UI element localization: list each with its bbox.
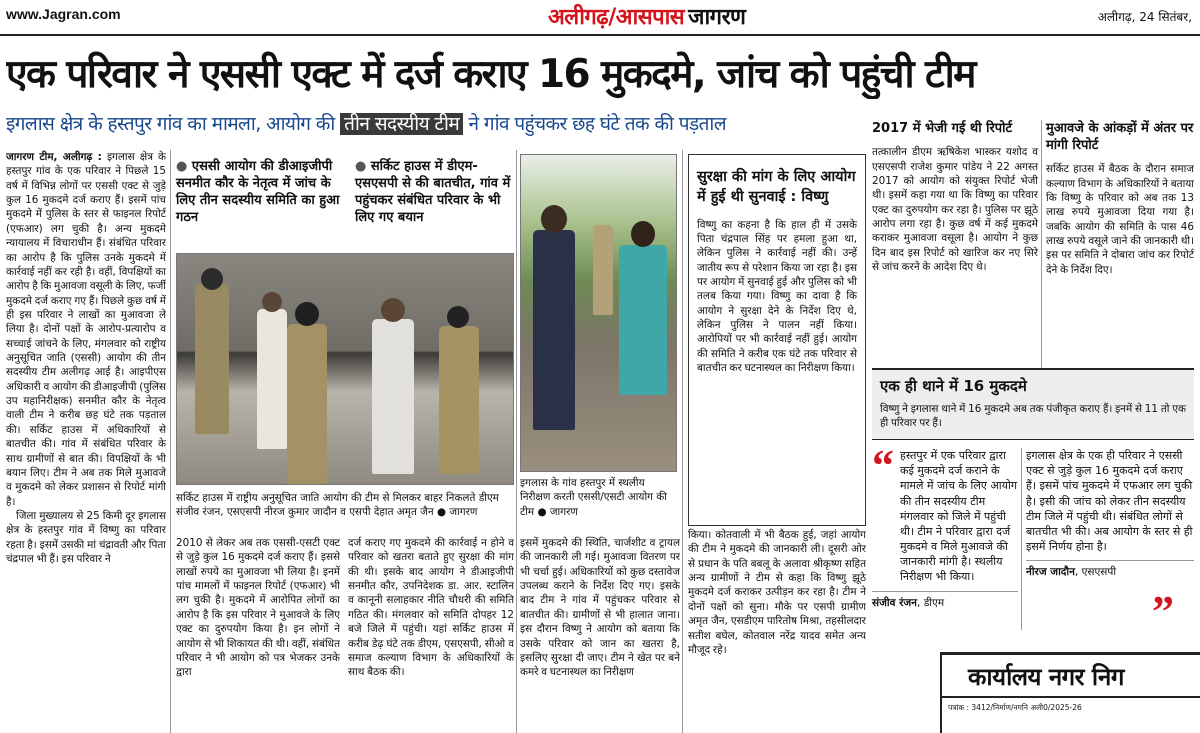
paragraph: जिला मुख्यालय से 25 किमी दूर इगलास क्षेत्र के हस्तपुर गांव में विष्णु का परिवार रहता है। इसमें उसकी मां चंद्रावती और पिता चंद्रपाल भी हैं। इस परिवार ने [6, 509, 166, 566]
pull-quote-text: एससी आयोग की डीआइजीपी सनमीत कौर के नेतृत्व में जांच के लिए तीन सदस्यीय समिति का हुआ गठन [176, 159, 340, 226]
open-quote-icon: “ [872, 441, 894, 490]
section-name: अलीगढ़/आसपास [548, 5, 685, 30]
police-officer-figure [439, 326, 479, 474]
notice-divider [940, 696, 1200, 698]
ssp-quote [1026, 448, 1194, 579]
pull-quote [176, 158, 346, 227]
police-officer-figure [287, 324, 327, 484]
close-quote-icon: ” [1152, 587, 1174, 636]
column-divider [1021, 448, 1022, 630]
head-figure [631, 221, 655, 247]
police-officer-figure [195, 284, 229, 434]
police-figure [593, 225, 613, 315]
head-figure [262, 292, 282, 312]
brand-logo: जागरण [688, 5, 746, 30]
circuit-house-photo [176, 253, 514, 485]
quote-role: , डीएम [917, 596, 945, 609]
article-column-1 [6, 150, 166, 733]
dateline: अलीगढ़, 24 सितंबर, [1097, 10, 1192, 24]
pull-quote [355, 158, 515, 227]
article-column-6: किया। कोतवाली में भी बैठक हुई, जहां आयोग की टीम ने मुकदमे की जानकारी ली। दूसरी ओर से प्रधान के पति बबलू के अलावा श्रीकृष्ण सहित अन्य ग्रामीणों ने टीम से कहा कि विष्णु झूठे मुकदमे दर्ज कराकर उत्पीड़न कर रहा है। टीम ने दोनों पक्षों को सुना। मौके पर एसपी ग्रामीण अमृत जैन, एसडीएम पारितोष मिश्रा, तहसीलदार सतीश बघेल, कोतवाल नरेंद्र यादव समेत अन्य मौजूद रहे। [688, 529, 866, 656]
subhead-before: इगलास क्षेत्र के हस्तपुर गांव का मामला, आयोग की [6, 113, 335, 135]
quote-name: संजीव रंजन [872, 596, 918, 609]
report-title: 2017 में भेजी गई थी रिपोर्ट [872, 121, 1013, 136]
quote-name: नीरज जादौन [1026, 566, 1075, 579]
report-2017-box [872, 120, 1038, 274]
dm-figure [372, 319, 414, 474]
dm-quote [872, 448, 1018, 610]
photo-caption: सर्किट हाउस में राष्ट्रीय अनुसूचित जाति आयोग की टीम से मिलकर बाहर निकलते डीएम संजीव रंजन, एसएसपी नीरज कुमार जादौन व एसपी देहात अमृत जैन ● जागरण [176, 492, 499, 519]
site-url: www.Jagran.com [6, 6, 121, 22]
thana-title: एक ही थाने में 16 मुकदमे [880, 377, 1027, 395]
thana-body: विष्णु ने इगलास थाने में 16 मुकदमे अब तक पंजीकृत कराए हैं। इनमें से 11 तो एक ही परिवार पर हैं। [880, 403, 1186, 430]
subheadline [6, 110, 866, 136]
quote-text: हस्तपुर में एक परिवार द्वारा कई मुकदमे दर्ज कराने के मामले में जांच के लिए आयोग की तीन सदस्यीय टीम मंगलवार को जिले में पहुंची थी। टीम ने परिवार द्वारा दर्ज मुकदमे व मिले मुआवजे की जानकारी मांगी है। स्थलीय निरीक्षण भी किया। [900, 449, 1018, 584]
article-column-4: दर्ज कराए गए मुकदमे की कार्रवाई न होने व परिवार को खतरा बताते हुए सुरक्षा की मांग की थी। इसके बाद आयोग ने डीआइजीपी सनमीत कौर, उपनिदेशक डा. आर. स्टालिन व कानूनी सलाहकार नीति चौधरी की समिति गठित की। मंगलवार को समिति दोपहर 12 बजे जिले में पहुंची। यहां सर्किट हाउस में करीब डेढ़ घंटे तक डीएम, एसएसपी, सीओ व समाज कल्याण विभाग के अधिकारियों के साथ बैठक की। [348, 537, 514, 679]
report-body: तत्कालीन डीएम ऋषिकेश भास्कर यशोद व एसएसपी राजेश कुमार पांडेय ने 22 अगस्त 2017 को आयोग को संयुक्त रिपोर्ट भेजी थी। इसमें कहा गया था कि विष्णु का परिवार एक्ट का दुरुपयोग कर रहा है। पुलिस पर झूठे आरोप लगा रहा है। कुछ वर्ष में कई मुकदमे कराकर मुआवजा वसूला है। आयोग ने कुछ दिन बाद इस रिपोर्ट को खारिज कर नए सिरे से जांच करने के आदेश दिए थे। [872, 146, 1038, 274]
article-column-5: इसमें मुकदमे की स्थिति, चार्जशीट व ट्रायल की जानकारी ली गई। मुआवजा वितरण पर भी चर्चा हुई। अधिकारियों को कुछ दस्तावेज उपलब्ध कराने के निर्देश दिए गए। इसके बाद टीम ने गांव में पहुंचकर परिवार से बातचीत की। ग्रामीणों से भी हालात जाना। इस दौरान विष्णु ने आयोग को बताया कि उसके परिवार को जान का खतरा है, इसलिए सुरक्षा दी जाए। टीम ने खेत पर बने कमरे व घटनास्थल का निरीक्षण [520, 537, 680, 679]
byline: जागरण टीम, अलीगढ़ : [6, 151, 102, 163]
head-figure [201, 268, 223, 290]
column-divider [1041, 120, 1042, 368]
compensation-report-box [1046, 120, 1194, 277]
quote-signature [872, 591, 1018, 610]
article-column-3: 2010 से लेकर अब तक एससी-एसटी एक्ट से जुड़े कुल 16 मुकदमे दर्ज कराए हैं। इससे लाखों रुपये का मुआवजा भी लिया है। इनमें पांच मामलों में फाइनल रिपोर्ट (एफआर) भी लग चुकी है। मुकदमे में आरोपित लोगों का आरोप है कि इस परिवार ने मुआवजे के लिए एक्ट का दुरुपयोग किया है। इन लोगों ने आयोग से भी शिकायत की थी। वहीं, संबंधित परिवार ने भी आयोग को पत्र भेजकर उनके द्वारा [176, 537, 340, 679]
column-divider [682, 150, 683, 733]
official-figure [257, 309, 287, 449]
notice-title: कार्यालय नगर निग [968, 663, 1124, 691]
bullet-icon: ● [176, 159, 192, 174]
team-member-figure [619, 245, 667, 395]
quote-text: इगलास क्षेत्र के एक ही परिवार ने एससी एक्ट से जुड़े कुल 16 मुकदमे दर्ज कराए हैं। इसमें पांच मुकदमे में एफआर लग चुकी है। इसी की जांच को लेकर तीन सदस्यीय टीम जिले में पहुंची थी। संबंधित लोगों से बातचीत भी की। अब आयोग के स्तर से ही इसमें निर्णय होना है। [1026, 449, 1193, 554]
notice-reference: पत्रांक : 3412/निर्माण/नगनि अली0/2025-26 [948, 703, 1082, 712]
bullet-icon: ● [355, 159, 371, 174]
officer-figure [533, 230, 575, 430]
village-inspection-photo [520, 154, 677, 472]
head-figure [295, 302, 319, 326]
head-figure [381, 298, 405, 322]
sidebar-box-vishnu [688, 154, 866, 526]
report-body: सर्किट हाउस में बैठक के दौरान समाज कल्याण विभाग के अधिकारियों ने बताया कि विष्णु के परिवार को अब तक 13 लाख रुपये मुआवजा दिया गया है। जबकि आयोग की समिति के पास 46 लाख रुपये वसूले जाने की जानकारी थी। इस पर समिति ने दोबारा जांच कर रिपोर्ट देने के निर्देश दिए। [1046, 163, 1194, 276]
head-figure [541, 205, 567, 233]
lead-text: इगलास क्षेत्र के हस्तपुर गांव के एक परिवार ने पिछले 15 वर्ष में विभिन्न लोगों पर एससी एक्ट से जुड़े कुल 16 मुकदमे दर्ज कराए हैं। इसमें पांच मुकदमे में पुलिस के स्तर से फाइनल रिपोर्ट (एफआर) लग चुकी है। अन्य मुकदमे न्यायालय में विचाराधीन हैं। संबंधित परिवार का आरोप है कि पुलिस उनके मुकदमे में कार्रवाई नहीं कर रही है। वहीं, विपक्षियों का आरोप है कि मुआवजा वसूली के लिए, फर्जी मुकदमे दर्ज कराए गए हैं। पिछले कुछ वर्ष में ही इस परिवार ने लाखों का मुआवजा ले लिया है। दोनों पक्षों के आरोप-प्रत्यारोप व सच्चाई जांचने के लिए, मंगलवार को राष्ट्रीय अनुसूचित जाति (एससी) आयोग की तीन सदस्यीय टीम अलीगढ़ आई है। आइपीएस अधिकारी व आयोग की डीआइजीपी (पुलिस उप महानिरीक्षक) सनमीत कौर के नेतृत्व वाली टीम ने करीब छह घंटे तक पड़ताल की। सर्किट हाउस में अधिकारियों से बातचीत की। गांव में संबंधित परिवार के साथ ग्रामीणों से बात की। विपक्षियों के भी बयान लिए। टीम ने अब तक मिले मुआवजे व मुकदमे को लेकर प्रशासन से रिपोर्ट मांगी है। [6, 151, 166, 508]
one-police-station-box [872, 368, 1194, 440]
subhead-highlight: तीन सदस्यीय टीम [340, 113, 463, 135]
box-body: विष्णु का कहना है कि हाल ही में उसके पिता चंद्रपाल सिंह पर हमला हुआ था, लेकिन पुलिस ने कार्रवाई नहीं की। उन्हें जातीय रूप से परेशान किया जा रहा है। इस पर आयोग में सुनवाई हुई और पुलिस को भी तलब किया गया। विष्णु का दावा है कि आयोग ने सुरक्षा देने के निर्देश दिए थे, लेकिन पुलिस ने पालन नहीं किया। आरोपियों पर भी कार्रवाई नहीं हुई। आयोग की समिति ने करीब एक घंटे तक परिवार से बातचीत कर घटनास्थल का निरीक्षण किया। [697, 218, 857, 375]
subhead-after: ने गांव पहुंचकर छह घंटे तक की पड़ताल [468, 113, 726, 135]
report-title: मुआवजे के आंकड़ों में अंतर पर मांगी रिपोर्ट [1046, 121, 1194, 154]
column-divider [170, 150, 171, 733]
photo-caption: इगलास के गांव हस्तपुर में स्थलीय निरीक्षण करती एससी/एसटी आयोग की टीम ● जागरण [520, 477, 667, 518]
headline: एक परिवार ने एससी एक्ट में दर्ज कराए 16 मुकदमे, जांच को पहुंची टीम [6, 52, 975, 97]
quote-signature [1026, 560, 1194, 579]
box-title: सुरक्षा की मांग के लिए आयोग में हुई थी सुनवाई : विष्णु [697, 169, 856, 206]
section-title [548, 1, 745, 31]
head-figure [447, 306, 469, 328]
quote-role: , एसएसपी [1074, 566, 1117, 579]
pull-quote-text: सर्किट हाउस में डीएम-एसएसपी से की बातचीत, गांव में पहुंचकर संबंधित परिवार के भी लिए गए बयान [355, 159, 511, 226]
column-divider [516, 150, 517, 733]
lead-paragraph [6, 150, 166, 509]
